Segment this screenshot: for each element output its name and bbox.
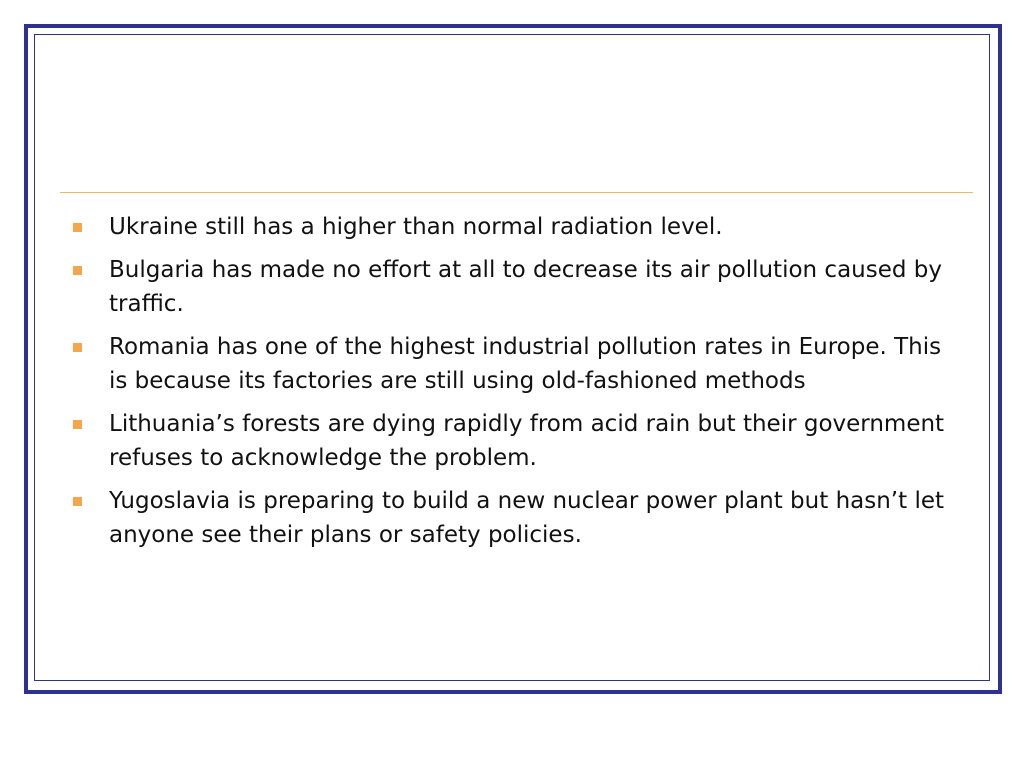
square-bullet-icon bbox=[73, 223, 82, 232]
bullet-text: Ukraine still has a higher than normal radiation level. bbox=[109, 214, 723, 240]
title-divider bbox=[60, 192, 973, 193]
bullet-item bbox=[72, 330, 952, 398]
bullet-text: Lithuania’s forests are dying rapidly from acid rain but their government refuses to acknowledge the problem. bbox=[109, 411, 945, 471]
bullet-item bbox=[72, 210, 952, 244]
square-bullet-icon bbox=[73, 343, 82, 352]
square-bullet-icon bbox=[73, 420, 82, 429]
title-placeholder bbox=[60, 60, 972, 180]
bullet-item bbox=[72, 407, 952, 475]
bullet-list bbox=[72, 210, 952, 561]
bullet-text: Bulgaria has made no effort at all to decrease its air pollution caused by traffic. bbox=[109, 257, 942, 317]
square-bullet-icon bbox=[73, 266, 82, 275]
bullet-text: Romania has one of the highest industrial pollution rates in Europe. This is because its factories are still using old-fashioned methods bbox=[109, 334, 942, 394]
bullet-item bbox=[72, 253, 952, 321]
bullet-text: Yugoslavia is preparing to build a new nuclear power plant but hasn’t let anyone see their plans or safety policies. bbox=[109, 488, 944, 548]
square-bullet-icon bbox=[73, 497, 82, 506]
bullet-item bbox=[72, 484, 952, 552]
